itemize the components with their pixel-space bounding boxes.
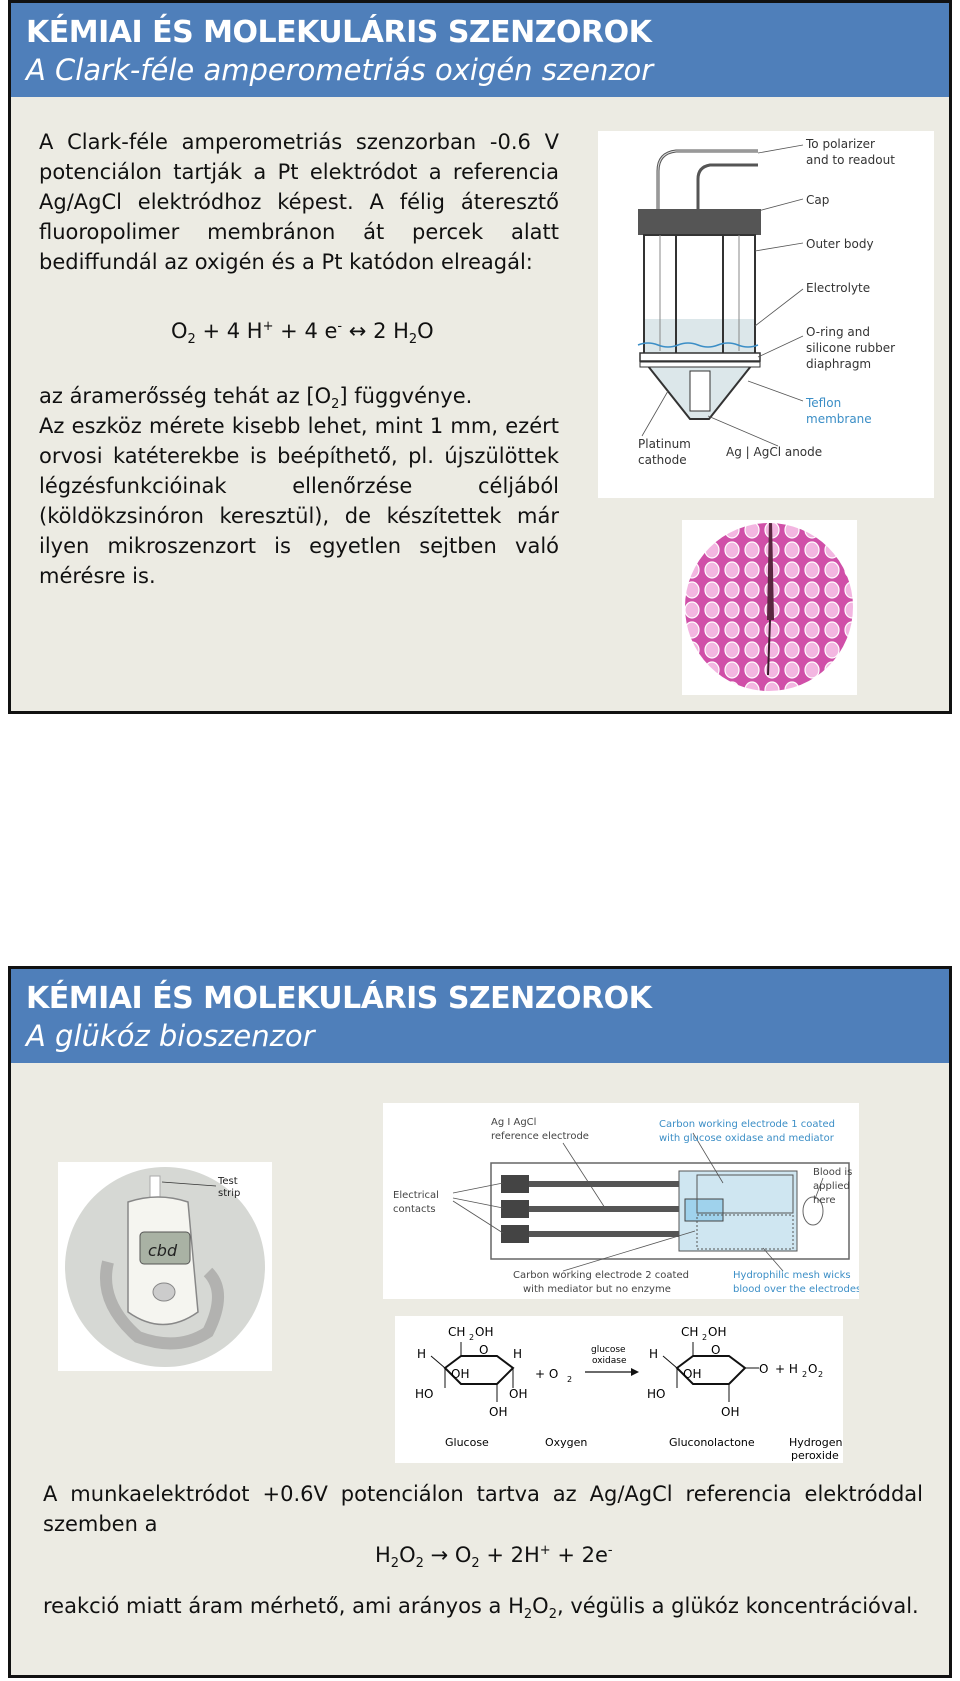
cap-icon	[638, 209, 761, 235]
label-platinum-2: cathode	[638, 453, 687, 467]
label-carbon-1b: with glucose oxidase and mediator	[659, 1133, 834, 1144]
text-part: reakció miatt áram mérhető, ami arányos a H	[43, 1594, 524, 1618]
text-part: O	[532, 1594, 549, 1618]
eq-arrow: ↔	[342, 319, 374, 343]
text-part: ] függvénye.	[339, 384, 473, 408]
working-electrode-paragraph: A munkaelektródot +0.6V potenciálon tartva az Ag/AgCl referencia elektróddal szemben a	[43, 1482, 923, 1536]
label-peroxide: peroxide	[791, 1449, 839, 1462]
text-sub: 2	[523, 1607, 533, 1623]
label-teflon: Teflon	[806, 396, 842, 410]
svg-text:O: O	[808, 1362, 818, 1376]
label-anode: Ag | AgCl anode	[726, 445, 823, 459]
label-oh: OH	[721, 1405, 740, 1419]
label-electrolyte: Electrolyte	[806, 281, 871, 295]
label-carbon-2: Carbon working electrode 2 coated	[513, 1270, 689, 1281]
label-oh: OH	[509, 1387, 528, 1401]
label-glucose: Glucose	[445, 1436, 489, 1449]
current-proportional-paragraph	[43, 1591, 923, 1630]
label-contacts: Electrical	[393, 1190, 439, 1201]
eq-sup: +	[262, 319, 274, 334]
slide-title: KÉMIAI ÉS MOLEKULÁRIS SZENZOROK	[26, 15, 652, 50]
label-enzyme-2: oxidase	[592, 1356, 627, 1366]
label-h: H	[513, 1347, 523, 1361]
eq-part: O	[399, 1543, 416, 1567]
label-plus-o2: + O	[535, 1367, 559, 1381]
eq-part: + 2H	[479, 1543, 540, 1567]
text-part: , végülis a glükóz koncentrációval.	[556, 1594, 919, 1618]
peroxide-oxidation-equation	[375, 1543, 613, 1571]
label-ref: Ag I AgCl	[491, 1117, 537, 1128]
text-sub: 2	[548, 1607, 557, 1623]
label-polarizer: To polarizer	[806, 137, 875, 151]
label-platinum: Platinum	[638, 437, 691, 451]
slide-subtitle: A glükóz bioszenzor	[26, 1019, 315, 1053]
test-strip-diagram	[383, 1103, 859, 1299]
label-plus-h2o2: + H	[775, 1362, 798, 1376]
eq-part: 2 H	[373, 319, 409, 343]
eq-arrow: →	[423, 1543, 455, 1567]
label-ho: HO	[647, 1387, 666, 1401]
label-oh: OH	[451, 1367, 470, 1381]
meter-display: cbd	[148, 1241, 178, 1260]
svg-text:2: 2	[567, 1375, 573, 1384]
text-sub: 2	[331, 397, 340, 413]
label-o: O	[479, 1343, 489, 1357]
svg-text:2: 2	[469, 1333, 475, 1342]
label-cap: Cap	[806, 193, 830, 207]
label-polarizer-2: and to readout	[806, 153, 895, 167]
svg-text:OH: OH	[475, 1325, 494, 1339]
svg-text:2: 2	[818, 1370, 824, 1379]
label-ch2oh: CH	[448, 1325, 466, 1339]
svg-text:2: 2	[702, 1333, 708, 1342]
eq-sub: 2	[471, 1556, 480, 1572]
glucose-meter-photo	[58, 1162, 272, 1371]
eq-sup: -	[337, 319, 343, 334]
eq-sub: 2	[187, 332, 196, 348]
label-outer-body: Outer body	[806, 237, 874, 251]
label-ho: HO	[415, 1387, 434, 1401]
svg-text:2: 2	[802, 1370, 808, 1379]
slide-glucose-biosensor	[8, 966, 952, 1678]
device-paragraph: Az eszköz mérete kisebb lehet, mint 1 mm, ezért orvosi katéterekbe is beépíthető, pl. újszülöttek légzésfunkcióinak ellenőrzése céljából (köldökzsinóron keresztül), de készítettek már ilyen mikroszenzort is egyetlen sejtben való mérésre is.	[39, 414, 559, 588]
microelectrode-cell-image	[682, 520, 857, 695]
label-o: O	[711, 1343, 721, 1357]
arrow-icon	[631, 1368, 639, 1376]
label-oring-3: diaphragm	[806, 357, 872, 371]
label-oh: OH	[683, 1367, 702, 1381]
label-strip: strip	[218, 1188, 241, 1199]
slide-header	[11, 3, 949, 97]
label-ch2oh: CH	[681, 1325, 699, 1339]
slide-title: KÉMIAI ÉS MOLEKULÁRIS SZENZOROK	[26, 981, 652, 1016]
clark-electrode-diagram	[598, 131, 934, 498]
label-oring: O-ring and	[806, 325, 870, 339]
label-blood: Blood is	[813, 1167, 853, 1178]
slide-subtitle: A Clark-féle amperometriás oxigén szenzor	[26, 53, 654, 87]
svg-text:OH: OH	[708, 1325, 727, 1339]
eq-sub: 2	[408, 332, 418, 348]
slide-clark-sensor	[8, 0, 952, 714]
label-blood-2: applied	[813, 1181, 850, 1192]
label-oh: OH	[489, 1405, 508, 1419]
oxygen-reduction-equation	[171, 319, 434, 347]
eq-part: O	[171, 319, 188, 343]
label-oxygen: Oxygen	[545, 1436, 588, 1449]
label-h: H	[417, 1347, 427, 1361]
label-h: H	[649, 1347, 659, 1361]
eq-part: + 4 e	[273, 319, 338, 343]
label-blood-3: here	[813, 1195, 836, 1206]
label-mesh-2: blood over the electrodes	[733, 1284, 859, 1295]
label-contacts-2: contacts	[393, 1204, 436, 1215]
eq-sup: -	[607, 1543, 613, 1558]
label-test: Test	[218, 1176, 238, 1187]
eq-part: O	[417, 319, 434, 343]
glucose-reaction-diagram	[395, 1316, 843, 1463]
label-mesh: Hydrophilic mesh wicks	[733, 1270, 851, 1281]
label-ref-2: reference electrode	[491, 1131, 589, 1142]
eq-part: H	[375, 1543, 391, 1567]
label-teflon-2: membrane	[806, 412, 872, 426]
label-carbon-1: Carbon working electrode 1 coated	[659, 1119, 835, 1130]
label-o: O	[759, 1362, 769, 1376]
eq-sub: 2	[415, 1556, 424, 1572]
eq-sub: 2	[390, 1556, 400, 1572]
label-enzyme: glucose	[591, 1345, 626, 1355]
eq-sup: +	[539, 1543, 551, 1558]
eq-part: + 2e	[550, 1543, 608, 1567]
intro-paragraph: A Clark-féle amperometriás szenzorban -0.6 V potenciálon tartják a Pt elektródot a referencia Ag/AgCl elektródhoz képest. A félig áteresztő fluoropolimer membránon át percek alatt bediffundál az oxigén és a Pt katódon elreagál:	[39, 130, 559, 274]
label-oring-2: silicone rubber	[806, 341, 896, 355]
text-part: az áramerősség tehát az [O	[39, 384, 332, 408]
eq-part: + 4 H	[195, 319, 263, 343]
label-gluconolactone: Gluconolactone	[669, 1436, 755, 1449]
label-hydrogen: Hydrogen	[789, 1436, 843, 1449]
eq-part: O	[454, 1543, 472, 1567]
slide-header	[11, 969, 949, 1063]
label-carbon-2b: with mediator but no enzyme	[523, 1284, 671, 1295]
